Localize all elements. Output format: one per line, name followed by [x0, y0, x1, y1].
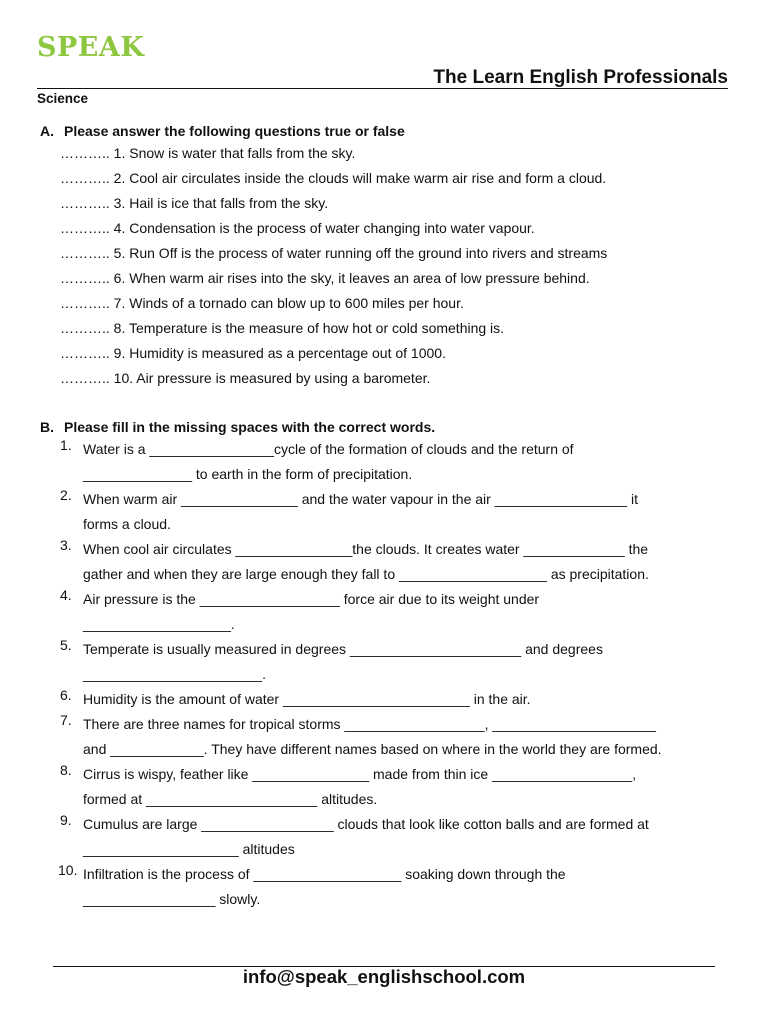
- item-line: _______________________.: [83, 666, 266, 682]
- item-number: 3.: [60, 537, 72, 553]
- item-line: Water is a ________________cycle of the formation of clouds and the return of: [83, 441, 574, 457]
- section-b-title: Please fill in the missing spaces with the correct words.: [64, 419, 436, 435]
- item-number: 2.: [60, 487, 72, 503]
- true-false-item: ……….. 5. Run Off is the process of water running off the ground into rivers and streams: [60, 245, 608, 261]
- true-false-item: ……….. 9. Humidity is measured as a percentage out of 1000.: [60, 345, 446, 361]
- item-number: 7.: [60, 712, 72, 728]
- section-true-false: [40, 122, 607, 391]
- item-line: Cumulus are large _________________ clouds that look like cotton balls and are formed at: [83, 816, 649, 832]
- item-line: Cirrus is wispy, feather like _______________ made from thin ice __________________,: [83, 766, 637, 782]
- fill-in-item: [40, 812, 662, 862]
- item-line: When warm air _______________ and the water vapour in the air _________________ it: [83, 491, 638, 507]
- header-tagline: The Learn English Professionals: [433, 67, 728, 88]
- true-false-item: ……….. 8. Temperature is the measure of how hot or cold something is.: [60, 320, 505, 336]
- fill-in-item: [40, 587, 662, 637]
- item-line: ___________________.: [83, 616, 235, 632]
- item-line: Temperate is usually measured in degrees ______________________ and degrees: [83, 641, 603, 657]
- item-number: 8.: [60, 762, 72, 778]
- fill-in-item: [40, 637, 662, 687]
- item-line: formed at ______________________ altitudes.: [83, 791, 378, 807]
- item-number: 9.: [60, 812, 72, 828]
- fill-in-item: [40, 687, 662, 712]
- subject-label: Science: [37, 91, 89, 106]
- item-number: 4.: [60, 587, 72, 603]
- item-number: 5.: [60, 637, 72, 653]
- section-b-letter: B.: [40, 419, 54, 435]
- item-line: Air pressure is the __________________ force air due to its weight under: [83, 591, 540, 607]
- section-a-title: Please answer the following questions true or false: [64, 123, 405, 139]
- item-line: Humidity is the amount of water ________________________ in the air.: [83, 691, 531, 707]
- true-false-item: ……….. 6. When warm air rises into the sky, it leaves an area of low pressure behind.: [60, 270, 590, 286]
- item-line: ____________________ altitudes: [83, 841, 295, 857]
- fill-in-item: [40, 437, 662, 487]
- item-line: ______________ to earth in the form of precipitation.: [83, 466, 413, 482]
- fill-in-item: [40, 487, 662, 537]
- item-line: gather and when they are large enough they fall to ___________________ as precipitation.: [83, 566, 649, 582]
- footer-email: info@speak_englishschool.com: [242, 966, 526, 987]
- section-a-letter: A.: [40, 123, 54, 139]
- fill-in-item: [40, 862, 662, 912]
- true-false-item: ……….. 4. Condensation is the process of water changing into water vapour.: [60, 220, 535, 236]
- school-logo: SPEAK: [37, 32, 145, 63]
- section-fill-in: [40, 418, 662, 912]
- fill-in-item: [40, 712, 662, 762]
- fill-in-item: [40, 762, 662, 812]
- header-divider: [37, 88, 728, 89]
- fill-in-item: [40, 537, 662, 587]
- true-false-item: ……….. 10. Air pressure is measured by using a barometer.: [60, 370, 431, 386]
- item-number: 1.: [60, 437, 72, 453]
- item-line: Infiltration is the process of ___________________ soaking down through the: [83, 866, 566, 882]
- item-line: There are three names for tropical storms __________________, _____________________: [83, 716, 656, 732]
- section-a-heading: [40, 122, 607, 141]
- true-false-item: ……….. 1. Snow is water that falls from the sky.: [60, 145, 356, 161]
- true-false-item: ……….. 3. Hail is ice that falls from the sky.: [60, 195, 329, 211]
- true-false-list: [40, 141, 607, 391]
- true-false-item: ……….. 7. Winds of a tornado can blow up to 600 miles per hour.: [60, 295, 464, 311]
- fill-in-list: [40, 437, 662, 912]
- item-line: and ____________. They have different names based on where in the world they are formed.: [83, 741, 662, 757]
- item-number: 10.: [58, 862, 78, 878]
- item-line: forms a cloud.: [83, 516, 171, 532]
- true-false-item: ……….. 2. Cool air circulates inside the clouds will make warm air rise and form a cloud.: [60, 170, 607, 186]
- item-line: When cool air circulates _______________the clouds. It creates water _____________ the: [83, 541, 649, 557]
- item-number: 6.: [60, 687, 72, 703]
- section-b-heading: [40, 418, 662, 437]
- item-line: _________________ slowly.: [83, 891, 261, 907]
